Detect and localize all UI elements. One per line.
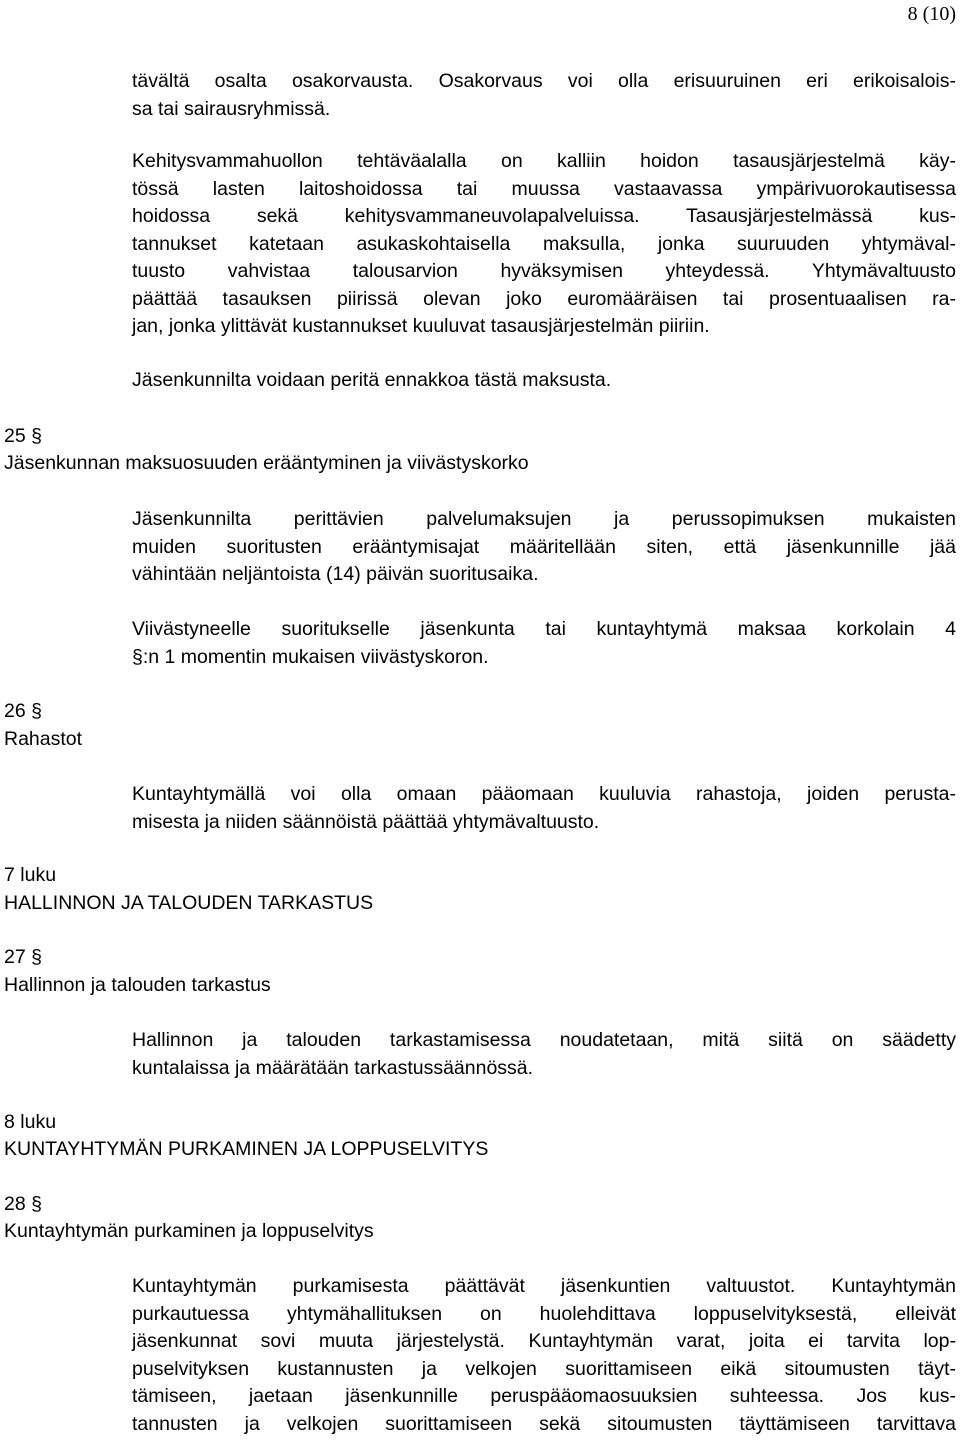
section-27-number: 27 §	[4, 946, 42, 968]
text-line: kuntalaissa ja määrätään tarkastussäännössä.	[132, 1056, 534, 1079]
text-line: Viivästyneelle suoritukselle jäsenkunta tai kuntayhtymä maksaa korkolain 4	[132, 618, 956, 640]
chapter-7-title: HALLINNON JA TALOUDEN TARKASTUS	[4, 892, 374, 914]
text-line: jan, jonka ylittävät kustannukset kuuluvat tasausjärjestelmän piiriin.	[132, 315, 710, 337]
chapter-8-number: 8 luku	[4, 1111, 57, 1133]
section-26-title: Rahastot	[4, 728, 83, 750]
text-line: sa tai sairausryhmissä.	[132, 97, 331, 120]
section-26-number: 26 §	[4, 700, 42, 722]
text-line: tävältä osalta osakorvausta. Osakorvaus voi olla erisuuruinen eri erikoisalois-	[132, 70, 956, 92]
text-line: tämiseen, jaetaan jäsenkunnille peruspääomaosuuksien suhteessa. Jos kus-	[132, 1385, 956, 1407]
text-line: tössä lasten laitoshoidossa tai muussa vastaavassa ympärivuorokautisessa	[132, 177, 956, 200]
text-line: Kuntayhtymän purkamisesta päättävät jäsenkuntien valtuustot. Kuntayhtymän	[132, 1275, 956, 1297]
text-line: puselvityksen kustannusten ja velkojen suorittamiseen eikä sitoumusten täyt-	[132, 1357, 956, 1380]
paragraph-audit	[132, 1027, 956, 1082]
text-line: tuusto vahvistaa talousarvion hyväksymisen yhteydessä. Yhtymävaltuusto	[132, 260, 956, 282]
text-line: Jäsenkunnilta voidaan peritä ennakkoa tästä maksusta.	[132, 369, 612, 391]
text-line: päättää tasauksen piirissä olevan joko euromääräisen tai prosentuaalisen ra-	[132, 287, 956, 310]
section-28-title: Kuntayhtymän purkaminen ja loppuselvitys	[4, 1220, 374, 1242]
text-line: tannusten ja velkojen suorittamiseen sekä sitoumusten täyttämiseen tarvittava	[132, 1412, 956, 1435]
paragraph-due-dates	[132, 506, 956, 589]
chapter-8-title: KUNTAYHTYMÄN PURKAMINEN JA LOPPUSELVITYS	[4, 1138, 489, 1160]
chapter-7-number: 7 luku	[4, 864, 57, 886]
section-25-number: 25 §	[4, 425, 42, 447]
paragraph-advance-payment	[132, 367, 956, 395]
text-line: vähintään neljäntoista (14) päivän suoritusaika.	[132, 563, 539, 585]
page-number: 8 (10)	[907, 3, 956, 25]
text-line: muiden suoritusten erääntymisajat määritellään siten, että jäsenkunnille jää	[132, 535, 956, 558]
paragraph-continued	[132, 68, 956, 123]
paragraph-cost-equalization	[132, 148, 956, 341]
paragraph-dissolution	[132, 1273, 956, 1438]
text-line: purkautuessa yhtymähallituksen on huolehdittava loppuselvityksestä, elleivät	[132, 1302, 956, 1325]
text-line: Jäsenkunnilta perittävien palvelumaksujen ja perussopimuksen mukaisten	[132, 508, 956, 530]
text-line: Kuntayhtymällä voi olla omaan pääomaan kuuluvia rahastoja, joiden perusta-	[132, 783, 956, 805]
text-line: jäsenkunnat sovi muuta järjestelystä. Kuntayhtymän varat, joita ei tarvita lop-	[132, 1330, 956, 1352]
text-line: misesta ja niiden säännöistä päättää yhtymävaltuusto.	[132, 810, 600, 833]
section-27-title: Hallinnon ja talouden tarkastus	[4, 974, 271, 996]
section-28-number: 28 §	[4, 1193, 42, 1215]
text-line: Hallinnon ja talouden tarkastamisessa noudatetaan, mitä siitä on säädetty	[132, 1029, 956, 1051]
paragraph-late-interest	[132, 616, 956, 671]
text-line: Kehitysvammahuollon tehtäväalalla on kalliin hoidon tasausjärjestelmä käy-	[132, 150, 956, 172]
paragraph-funds	[132, 781, 956, 836]
section-25-title: Jäsenkunnan maksuosuuden erääntyminen ja viivästyskorko	[4, 452, 529, 474]
text-line: hoidossa sekä kehitysvammaneuvolapalveluissa. Tasausjärjestelmässä kus-	[132, 205, 956, 227]
text-line: tannukset katetaan asukaskohtaisella maksulla, jonka suuruuden yhtymäval-	[132, 232, 956, 255]
text-line: §:n 1 momentin mukaisen viivästyskoron.	[132, 645, 489, 668]
